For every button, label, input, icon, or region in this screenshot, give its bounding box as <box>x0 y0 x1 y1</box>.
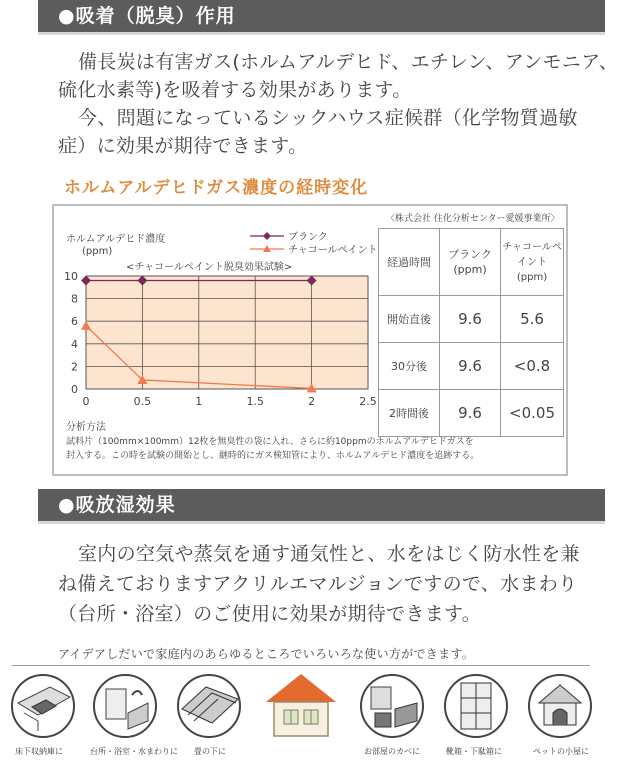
table-cell: 5.6 <box>501 296 564 343</box>
y-axis-unit: (ppm) <box>82 246 113 257</box>
results-table <box>378 228 564 437</box>
graph-title: ホルムアルデヒドガス濃度の経時変化 <box>64 178 369 198</box>
table-cell: 9.6 <box>440 390 501 437</box>
house-icon <box>262 670 340 740</box>
humidity-paragraph <box>58 539 580 629</box>
legend-label: ブランク <box>288 232 328 243</box>
method-line: 試料片（100mm×100mm）12枚を無臭性の袋に入れ、さらに約10ppmのホルムアルデヒドガスを <box>66 437 474 447</box>
use-label: 床下収納庫に <box>15 747 63 756</box>
y-tick-label: 10 <box>64 270 78 283</box>
table-row <box>379 343 564 390</box>
chart-legend <box>250 231 378 256</box>
y-tick-label: 4 <box>71 337 78 351</box>
tatami-icon <box>176 673 242 739</box>
table-cell: <0.05 <box>501 390 564 437</box>
table-cell: 30分後 <box>379 343 440 390</box>
section-heading-humidity <box>38 489 605 524</box>
table-header: ブランク (ppm) <box>440 229 501 296</box>
paragraph-line: 硫化水素等)を吸着する効果があります。 <box>58 79 412 101</box>
table-cell: 9.6 <box>440 343 501 390</box>
y-tick-label: 2 <box>71 360 78 374</box>
y-tick-label: 6 <box>71 315 78 329</box>
table-cell: 9.6 <box>440 296 501 343</box>
x-tick-label: 0.5 <box>133 395 152 408</box>
use-label: 台所・浴室・水まわりに <box>90 747 178 756</box>
section-heading-text: ●吸放湿効果 <box>58 494 176 516</box>
table-header-row <box>379 229 564 296</box>
legend-marker <box>263 232 271 240</box>
table-cell: 開始直後 <box>379 296 440 343</box>
use-label: ペットの小屋に <box>533 747 589 756</box>
adsorption-paragraph <box>58 48 618 160</box>
section-heading-adsorption <box>38 0 605 35</box>
legend-label: チャコールペイント <box>288 245 378 256</box>
paragraph-line: 症）に効果が期待できます。 <box>58 135 308 157</box>
usage-tip: アイデアしだいで家庭内のあらゆるところでいろいろな使い方ができます。 <box>58 647 475 661</box>
method-line: 封入する。この時を試験の開始とし、継時的にガス検知管により、ホルムアルデヒド濃度を追跡する。 <box>66 451 480 461</box>
paragraph-line: （台所・浴室）のご使用に効果が期待できます。 <box>58 603 482 625</box>
plot-area <box>86 276 368 389</box>
underfloor-storage-icon <box>10 673 76 739</box>
paragraph-line: 室内の空気や蒸気を通す通気性と、水をはじく防水性を兼 <box>78 543 580 565</box>
table-header: 経過時間 <box>379 229 440 296</box>
table-cell: <0.8 <box>501 343 564 390</box>
paragraph-line: 備長炭は有害ガス(ホルムアルデヒド、エチレン、アンモニア、 <box>78 51 618 73</box>
analysis-method <box>66 421 479 463</box>
use-label: お部屋のカベに <box>364 747 420 756</box>
y-axis-label: ホルムアルデヒド濃度 <box>66 234 166 245</box>
kitchen-bath-icon <box>92 673 158 739</box>
pet-house-icon <box>527 673 593 739</box>
paragraph-line: 今、問題になっているシックハウス症候群（化学物質過敏 <box>78 107 578 129</box>
room-wall-icon <box>359 673 425 739</box>
table-row <box>379 296 564 343</box>
formaldehyde-chart <box>54 206 378 421</box>
y-tick-label: 0 <box>71 383 78 396</box>
paragraph-line: ね備えておりますアクリルエマルジョンですので、水まわり <box>58 573 578 595</box>
table-cell: 2時間後 <box>379 390 440 437</box>
chart-title: <チャコールペイント脱臭効果試験> <box>126 262 293 273</box>
x-tick-label: 2.5 <box>359 395 377 408</box>
table-header: チャコールペイント (ppm) <box>501 229 564 296</box>
shoe-cabinet-icon <box>443 673 509 739</box>
section-heading-text: ●吸着（脱臭）作用 <box>58 5 236 27</box>
y-tick-label: 8 <box>71 292 78 306</box>
source-credit: 〈株式会社 住化分析センター愛媛事業所〉 <box>386 214 560 224</box>
x-tick-label: 1 <box>195 395 203 408</box>
method-heading: 分析方法 <box>66 422 106 433</box>
divider <box>12 665 590 666</box>
use-label: 畳の下に <box>194 747 226 756</box>
x-tick-label: 1.5 <box>246 395 264 408</box>
x-tick-label: 0 <box>82 395 90 408</box>
use-label: 靴箱・下駄箱に <box>446 747 502 756</box>
x-tick-label: 2 <box>308 395 316 408</box>
